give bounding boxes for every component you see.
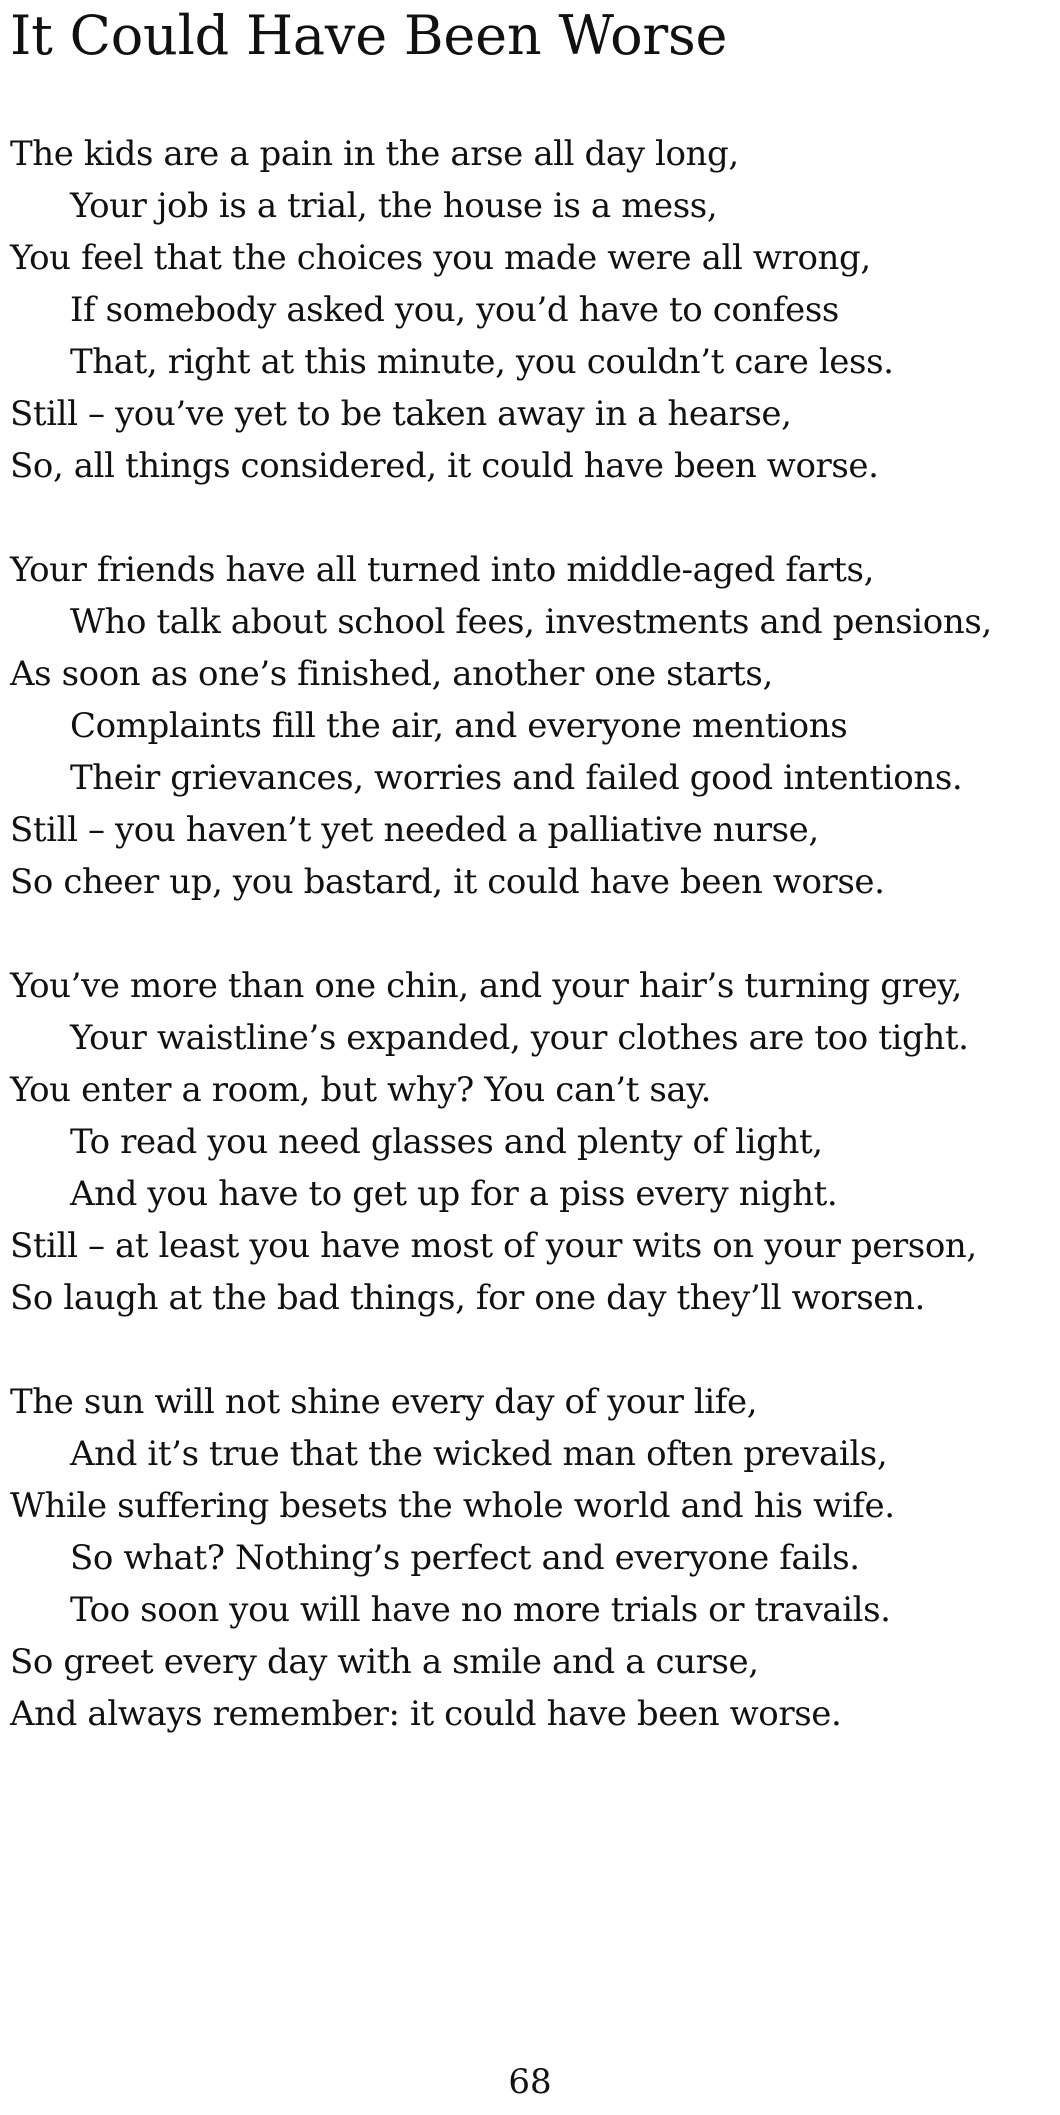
poem-line: While suffering besets the whole world and his wife. — [10, 1486, 895, 1526]
poem-line: And always remember: it could have been worse. — [10, 1694, 842, 1734]
poem-line: To read you need glasses and plenty of light, — [70, 1122, 823, 1162]
poem-line: If somebody asked you, you’d have to confess — [70, 290, 839, 330]
poem-line: As soon as one’s finished, another one starts, — [10, 654, 773, 694]
poem-line: You feel that the choices you made were all wrong, — [10, 238, 871, 278]
poem-line: Too soon you will have no more trials or travails. — [70, 1590, 891, 1630]
poem-title: It Could Have Been Worse — [10, 4, 728, 67]
poem-line: You’ve more than one chin, and your hair’s turning grey, — [10, 966, 962, 1006]
poem-line: Your waistline’s expanded, your clothes are too tight. — [70, 1018, 969, 1058]
poem-line: So cheer up, you bastard, it could have been worse. — [10, 862, 885, 902]
poem-line: And you have to get up for a piss every night. — [70, 1174, 838, 1214]
poem-line: Your job is a trial, the house is a mess, — [70, 186, 718, 226]
poem-line: So what? Nothing’s perfect and everyone fails. — [70, 1538, 860, 1578]
poem-line: So laugh at the bad things, for one day they’ll worsen. — [10, 1278, 925, 1318]
poem-line: Their grievances, worries and failed good intentions. — [70, 758, 963, 798]
page-number: 68 — [508, 2062, 552, 2102]
stanza-1 — [10, 128, 1050, 492]
poem-line: So greet every day with a smile and a curse, — [10, 1642, 759, 1682]
stanza-3 — [10, 960, 1050, 1324]
poem-line: And it’s true that the wicked man often prevails, — [70, 1434, 888, 1474]
poem-line: Still – you’ve yet to be taken away in a hearse, — [10, 394, 792, 434]
poem-line: Complaints fill the air, and everyone mentions — [70, 706, 848, 746]
stanza-4 — [10, 1376, 1050, 1740]
poem-line: Still – you haven’t yet needed a palliative nurse, — [10, 810, 819, 850]
poem-line: The sun will not shine every day of your life, — [10, 1382, 758, 1422]
poem-body — [10, 128, 1050, 1792]
poem-line: You enter a room, but why? You can’t say. — [10, 1070, 712, 1110]
poem-line: Still – at least you have most of your wits on your person, — [10, 1226, 977, 1266]
poem-line: The kids are a pain in the arse all day long, — [10, 134, 739, 174]
poem-line: Your friends have all turned into middle-aged farts, — [10, 550, 874, 590]
stanza-2 — [10, 544, 1050, 908]
poem-line: That, right at this minute, you couldn’t care less. — [70, 342, 894, 382]
poem-line: Who talk about school fees, investments and pensions, — [70, 602, 992, 642]
poem-line: So, all things considered, it could have been worse. — [10, 446, 879, 486]
